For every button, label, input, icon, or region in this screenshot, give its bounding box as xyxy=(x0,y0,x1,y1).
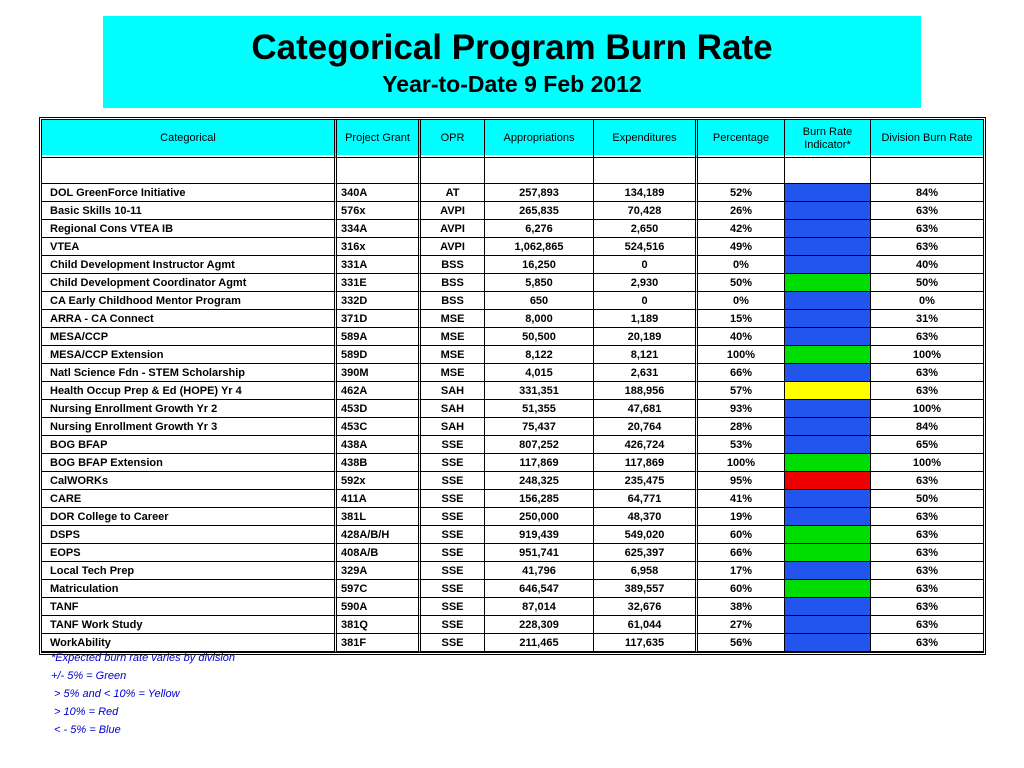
cell-categorical: EOPS xyxy=(42,544,337,562)
column-header-percentage: Percentage xyxy=(698,120,785,158)
burn-rate-swatch xyxy=(785,454,870,471)
cell-burn-rate-indicator xyxy=(785,562,871,580)
cell-percentage: 60% xyxy=(698,526,785,544)
cell-expenditures: 8,121 xyxy=(594,346,698,364)
cell-categorical: Matriculation xyxy=(42,580,337,598)
burn-rate-swatch xyxy=(785,256,870,273)
cell-appropriations: 248,325 xyxy=(485,472,594,490)
cell-appropriations: 16,250 xyxy=(485,256,594,274)
cell-expenditures: 20,189 xyxy=(594,328,698,346)
cell-burn-rate-indicator xyxy=(785,220,871,238)
cell-opr: AVPI xyxy=(421,238,485,256)
cell-opr: MSE xyxy=(421,328,485,346)
burn-rate-swatch xyxy=(785,436,870,453)
page-subtitle: Year-to-Date 9 Feb 2012 xyxy=(382,71,642,97)
cell-project-grant: 576x xyxy=(337,202,421,220)
cell-categorical: Nursing Enrollment Growth Yr 2 xyxy=(42,400,337,418)
cell-percentage: 40% xyxy=(698,328,785,346)
cell-expenditures: 70,428 xyxy=(594,202,698,220)
cell-project-grant: 334A xyxy=(337,220,421,238)
cell-appropriations: 75,437 xyxy=(485,418,594,436)
legend-note: *Expected burn rate varies by division xyxy=(51,652,236,664)
burn-rate-swatch xyxy=(785,238,870,255)
cell-burn-rate-indicator xyxy=(785,418,871,436)
burn-rate-swatch xyxy=(785,562,870,579)
cell-burn-rate-indicator xyxy=(785,310,871,328)
burn-rate-table-container xyxy=(41,119,984,653)
cell-opr: SAH xyxy=(421,418,485,436)
cell-opr: SAH xyxy=(421,400,485,418)
burn-rate-swatch xyxy=(785,472,870,489)
cell-expenditures: 117,635 xyxy=(594,634,698,652)
burn-rate-swatch xyxy=(785,616,870,633)
cell-opr: SSE xyxy=(421,544,485,562)
legend-green: +/- 5% = Green xyxy=(51,670,127,682)
column-header-expenditures: Expenditures xyxy=(594,120,698,158)
burn-rate-swatch xyxy=(785,508,870,525)
cell-burn-rate-indicator xyxy=(785,274,871,292)
table-row xyxy=(42,562,983,580)
cell-burn-rate-indicator xyxy=(785,436,871,454)
cell-opr: MSE xyxy=(421,364,485,382)
cell-division-burn-rate: 63% xyxy=(871,238,983,256)
cell-project-grant: 332D xyxy=(337,292,421,310)
cell-opr: AT xyxy=(421,184,485,202)
cell-project-grant: 590A xyxy=(337,598,421,616)
cell-project-grant: 438B xyxy=(337,454,421,472)
cell-appropriations: 8,000 xyxy=(485,310,594,328)
cell-appropriations: 117,869 xyxy=(485,454,594,472)
table-body xyxy=(42,158,983,652)
cell-opr: SSE xyxy=(421,580,485,598)
burn-rate-swatch xyxy=(785,634,870,651)
cell-project-grant: 428A/B/H xyxy=(337,526,421,544)
cell-appropriations: 87,014 xyxy=(485,598,594,616)
table-row xyxy=(42,256,983,274)
cell-categorical: WorkAbility xyxy=(42,634,337,652)
cell-opr: SSE xyxy=(421,454,485,472)
cell-percentage: 27% xyxy=(698,616,785,634)
cell-categorical: BOG BFAP xyxy=(42,436,337,454)
cell-project-grant: 453D xyxy=(337,400,421,418)
cell-division-burn-rate: 63% xyxy=(871,328,983,346)
cell-project-grant: 331E xyxy=(337,274,421,292)
cell-categorical: Nursing Enrollment Growth Yr 3 xyxy=(42,418,337,436)
cell-percentage: 57% xyxy=(698,382,785,400)
cell-expenditures: 549,020 xyxy=(594,526,698,544)
burn-rate-swatch xyxy=(785,202,870,219)
table-row xyxy=(42,598,983,616)
cell-burn-rate-indicator xyxy=(785,508,871,526)
cell-percentage: 28% xyxy=(698,418,785,436)
cell-burn-rate-indicator xyxy=(785,346,871,364)
cell-percentage: 66% xyxy=(698,544,785,562)
cell-project-grant: 453C xyxy=(337,418,421,436)
cell-categorical: CARE xyxy=(42,490,337,508)
burn-rate-swatch xyxy=(785,184,870,201)
cell-opr: BSS xyxy=(421,274,485,292)
cell-percentage: 41% xyxy=(698,490,785,508)
table-row xyxy=(42,544,983,562)
cell-burn-rate-indicator xyxy=(785,472,871,490)
cell-burn-rate-indicator xyxy=(785,400,871,418)
cell-division-burn-rate: 63% xyxy=(871,634,983,652)
table-row xyxy=(42,418,983,436)
cell-categorical: DOL GreenForce Initiative xyxy=(42,184,337,202)
cell-expenditures: 524,516 xyxy=(594,238,698,256)
cell-opr: SSE xyxy=(421,490,485,508)
cell-opr: BSS xyxy=(421,256,485,274)
burn-rate-swatch xyxy=(785,382,870,399)
cell-percentage: 15% xyxy=(698,310,785,328)
cell-expenditures: 426,724 xyxy=(594,436,698,454)
cell-burn-rate-indicator xyxy=(785,544,871,562)
cell-burn-rate-indicator xyxy=(785,616,871,634)
cell-project-grant: 462A xyxy=(337,382,421,400)
cell-project-grant: 589D xyxy=(337,346,421,364)
cell-opr: SSE xyxy=(421,436,485,454)
cell-project-grant: 411A xyxy=(337,490,421,508)
cell-division-burn-rate: 0% xyxy=(871,292,983,310)
cell-division-burn-rate: 50% xyxy=(871,490,983,508)
cell-division-burn-rate: 40% xyxy=(871,256,983,274)
cell-appropriations: 211,465 xyxy=(485,634,594,652)
cell-division-burn-rate: 100% xyxy=(871,346,983,364)
cell-division-burn-rate: 50% xyxy=(871,274,983,292)
cell-opr: SSE xyxy=(421,634,485,652)
legend-blue: < - 5% = Blue xyxy=(51,724,121,736)
cell-percentage: 0% xyxy=(698,292,785,310)
cell-appropriations: 51,355 xyxy=(485,400,594,418)
burn-rate-swatch xyxy=(785,220,870,237)
cell-division-burn-rate: 31% xyxy=(871,310,983,328)
table-row xyxy=(42,364,983,382)
cell-appropriations: 1,062,865 xyxy=(485,238,594,256)
table-row xyxy=(42,202,983,220)
cell-division-burn-rate: 100% xyxy=(871,400,983,418)
cell-appropriations: 228,309 xyxy=(485,616,594,634)
cell-categorical: Local Tech Prep xyxy=(42,562,337,580)
cell-burn-rate-indicator xyxy=(785,292,871,310)
cell-appropriations: 41,796 xyxy=(485,562,594,580)
burn-rate-swatch xyxy=(785,400,870,417)
cell-categorical: CA Early Childhood Mentor Program xyxy=(42,292,337,310)
cell-appropriations: 919,439 xyxy=(485,526,594,544)
cell-expenditures: 117,869 xyxy=(594,454,698,472)
column-header-burn-rate-indicator: Burn Rate Indicator* xyxy=(785,120,871,158)
cell-categorical: TANF xyxy=(42,598,337,616)
cell-burn-rate-indicator xyxy=(785,184,871,202)
cell-division-burn-rate: 63% xyxy=(871,202,983,220)
cell-division-burn-rate: 63% xyxy=(871,508,983,526)
table-row xyxy=(42,310,983,328)
cell-expenditures: 48,370 xyxy=(594,508,698,526)
burn-rate-table xyxy=(41,119,984,653)
burn-rate-swatch xyxy=(785,364,870,381)
cell-project-grant: 390M xyxy=(337,364,421,382)
cell-division-burn-rate: 63% xyxy=(871,562,983,580)
cell-burn-rate-indicator xyxy=(785,256,871,274)
table-row xyxy=(42,508,983,526)
cell-expenditures: 64,771 xyxy=(594,490,698,508)
table-row xyxy=(42,454,983,472)
cell-division-burn-rate: 63% xyxy=(871,220,983,238)
cell-division-burn-rate: 84% xyxy=(871,184,983,202)
cell-division-burn-rate: 63% xyxy=(871,616,983,634)
cell-burn-rate-indicator xyxy=(785,328,871,346)
cell-percentage: 100% xyxy=(698,346,785,364)
table-row xyxy=(42,490,983,508)
table-row xyxy=(42,382,983,400)
cell-appropriations: 650 xyxy=(485,292,594,310)
cell-burn-rate-indicator xyxy=(785,238,871,256)
cell-percentage: 26% xyxy=(698,202,785,220)
cell-categorical: DSPS xyxy=(42,526,337,544)
cell-project-grant: 316x xyxy=(337,238,421,256)
table-row xyxy=(42,274,983,292)
cell-expenditures: 0 xyxy=(594,292,698,310)
cell-burn-rate-indicator xyxy=(785,580,871,598)
cell-project-grant: 381Q xyxy=(337,616,421,634)
cell-expenditures: 2,631 xyxy=(594,364,698,382)
cell-project-grant: 371D xyxy=(337,310,421,328)
cell-categorical: ARRA - CA Connect xyxy=(42,310,337,328)
cell-categorical: Regional Cons VTEA IB xyxy=(42,220,337,238)
table-row xyxy=(42,436,983,454)
table-header-row xyxy=(42,120,983,158)
cell-project-grant: 340A xyxy=(337,184,421,202)
cell-percentage: 38% xyxy=(698,598,785,616)
table-row xyxy=(42,292,983,310)
cell-percentage: 56% xyxy=(698,634,785,652)
cell-opr: AVPI xyxy=(421,220,485,238)
cell-expenditures: 6,958 xyxy=(594,562,698,580)
cell-percentage: 50% xyxy=(698,274,785,292)
burn-rate-swatch xyxy=(785,544,870,561)
table-row xyxy=(42,238,983,256)
cell-opr: SSE xyxy=(421,562,485,580)
cell-division-burn-rate: 63% xyxy=(871,472,983,490)
cell-division-burn-rate: 63% xyxy=(871,598,983,616)
cell-expenditures: 2,930 xyxy=(594,274,698,292)
cell-percentage: 93% xyxy=(698,400,785,418)
cell-expenditures: 2,650 xyxy=(594,220,698,238)
cell-burn-rate-indicator xyxy=(785,364,871,382)
cell-burn-rate-indicator xyxy=(785,382,871,400)
cell-expenditures: 61,044 xyxy=(594,616,698,634)
column-header-project-grant: Project Grant xyxy=(337,120,421,158)
table-row xyxy=(42,616,983,634)
table-row xyxy=(42,526,983,544)
cell-categorical: MESA/CCP xyxy=(42,328,337,346)
cell-percentage: 100% xyxy=(698,454,785,472)
cell-project-grant: 381F xyxy=(337,634,421,652)
table-row xyxy=(42,346,983,364)
burn-rate-swatch xyxy=(785,292,870,309)
cell-percentage: 95% xyxy=(698,472,785,490)
column-header-appropriations: Appropriations xyxy=(485,120,594,158)
cell-categorical: Basic Skills 10-11 xyxy=(42,202,337,220)
cell-opr: BSS xyxy=(421,292,485,310)
burn-rate-swatch xyxy=(785,526,870,543)
cell-categorical: DOR College to Career xyxy=(42,508,337,526)
cell-opr: SSE xyxy=(421,508,485,526)
cell-opr: SAH xyxy=(421,382,485,400)
cell-project-grant: 331A xyxy=(337,256,421,274)
cell-division-burn-rate: 65% xyxy=(871,436,983,454)
table-row xyxy=(42,472,983,490)
cell-division-burn-rate: 63% xyxy=(871,364,983,382)
cell-percentage: 49% xyxy=(698,238,785,256)
cell-percentage: 0% xyxy=(698,256,785,274)
cell-appropriations: 8,122 xyxy=(485,346,594,364)
title-banner xyxy=(103,16,921,108)
cell-division-burn-rate: 63% xyxy=(871,544,983,562)
cell-percentage: 52% xyxy=(698,184,785,202)
cell-categorical: CalWORKs xyxy=(42,472,337,490)
burn-rate-swatch xyxy=(785,580,870,597)
page-title: Categorical Program Burn Rate xyxy=(251,28,773,67)
cell-expenditures: 625,397 xyxy=(594,544,698,562)
cell-appropriations: 50,500 xyxy=(485,328,594,346)
cell-opr: SSE xyxy=(421,472,485,490)
column-header-division-burn-rate: Division Burn Rate xyxy=(871,120,983,158)
cell-appropriations: 951,741 xyxy=(485,544,594,562)
cell-project-grant: 408A/B xyxy=(337,544,421,562)
cell-project-grant: 381L xyxy=(337,508,421,526)
cell-appropriations: 646,547 xyxy=(485,580,594,598)
cell-expenditures: 389,557 xyxy=(594,580,698,598)
cell-categorical: Child Development Instructor Agmt xyxy=(42,256,337,274)
cell-categorical: MESA/CCP Extension xyxy=(42,346,337,364)
cell-burn-rate-indicator xyxy=(785,526,871,544)
cell-project-grant: 592x xyxy=(337,472,421,490)
cell-division-burn-rate: 63% xyxy=(871,382,983,400)
table-row xyxy=(42,580,983,598)
legend-yellow: > 5% and < 10% = Yellow xyxy=(51,688,180,700)
cell-expenditures: 0 xyxy=(594,256,698,274)
cell-expenditures: 1,189 xyxy=(594,310,698,328)
cell-expenditures: 20,764 xyxy=(594,418,698,436)
cell-percentage: 60% xyxy=(698,580,785,598)
cell-categorical: TANF Work Study xyxy=(42,616,337,634)
cell-expenditures: 47,681 xyxy=(594,400,698,418)
cell-appropriations: 807,252 xyxy=(485,436,594,454)
burn-rate-swatch xyxy=(785,274,870,291)
cell-percentage: 66% xyxy=(698,364,785,382)
table-spacer-row xyxy=(42,158,983,184)
column-header-categorical: Categorical xyxy=(42,120,337,158)
legend-red: > 10% = Red xyxy=(51,706,119,718)
cell-opr: MSE xyxy=(421,346,485,364)
cell-burn-rate-indicator xyxy=(785,454,871,472)
cell-opr: SSE xyxy=(421,526,485,544)
cell-burn-rate-indicator xyxy=(785,598,871,616)
cell-division-burn-rate: 84% xyxy=(871,418,983,436)
cell-appropriations: 156,285 xyxy=(485,490,594,508)
burn-rate-swatch xyxy=(785,418,870,435)
cell-division-burn-rate: 63% xyxy=(871,526,983,544)
cell-burn-rate-indicator xyxy=(785,634,871,652)
cell-percentage: 17% xyxy=(698,562,785,580)
cell-appropriations: 4,015 xyxy=(485,364,594,382)
legend xyxy=(51,649,235,739)
cell-categorical: Natl Science Fdn - STEM Scholarship xyxy=(42,364,337,382)
cell-appropriations: 5,850 xyxy=(485,274,594,292)
cell-appropriations: 331,351 xyxy=(485,382,594,400)
cell-division-burn-rate: 63% xyxy=(871,580,983,598)
cell-categorical: BOG BFAP Extension xyxy=(42,454,337,472)
cell-division-burn-rate: 100% xyxy=(871,454,983,472)
burn-rate-swatch xyxy=(785,598,870,615)
cell-percentage: 42% xyxy=(698,220,785,238)
table-row xyxy=(42,220,983,238)
burn-rate-swatch xyxy=(785,310,870,327)
table-row xyxy=(42,184,983,202)
cell-categorical: Child Development Coordinator Agmt xyxy=(42,274,337,292)
cell-expenditures: 134,189 xyxy=(594,184,698,202)
cell-percentage: 53% xyxy=(698,436,785,454)
cell-appropriations: 6,276 xyxy=(485,220,594,238)
burn-rate-swatch xyxy=(785,490,870,507)
table-row xyxy=(42,328,983,346)
cell-appropriations: 250,000 xyxy=(485,508,594,526)
cell-project-grant: 438A xyxy=(337,436,421,454)
cell-burn-rate-indicator xyxy=(785,202,871,220)
cell-expenditures: 188,956 xyxy=(594,382,698,400)
cell-appropriations: 257,893 xyxy=(485,184,594,202)
column-header-opr: OPR xyxy=(421,120,485,158)
cell-opr: AVPI xyxy=(421,202,485,220)
cell-opr: SSE xyxy=(421,598,485,616)
cell-expenditures: 32,676 xyxy=(594,598,698,616)
cell-percentage: 19% xyxy=(698,508,785,526)
table-row xyxy=(42,400,983,418)
burn-rate-swatch xyxy=(785,328,870,345)
cell-categorical: Health Occup Prep & Ed (HOPE) Yr 4 xyxy=(42,382,337,400)
cell-burn-rate-indicator xyxy=(785,490,871,508)
cell-appropriations: 265,835 xyxy=(485,202,594,220)
burn-rate-swatch xyxy=(785,346,870,363)
cell-project-grant: 597C xyxy=(337,580,421,598)
cell-opr: SSE xyxy=(421,616,485,634)
cell-project-grant: 589A xyxy=(337,328,421,346)
cell-categorical: VTEA xyxy=(42,238,337,256)
cell-opr: MSE xyxy=(421,310,485,328)
cell-project-grant: 329A xyxy=(337,562,421,580)
cell-expenditures: 235,475 xyxy=(594,472,698,490)
